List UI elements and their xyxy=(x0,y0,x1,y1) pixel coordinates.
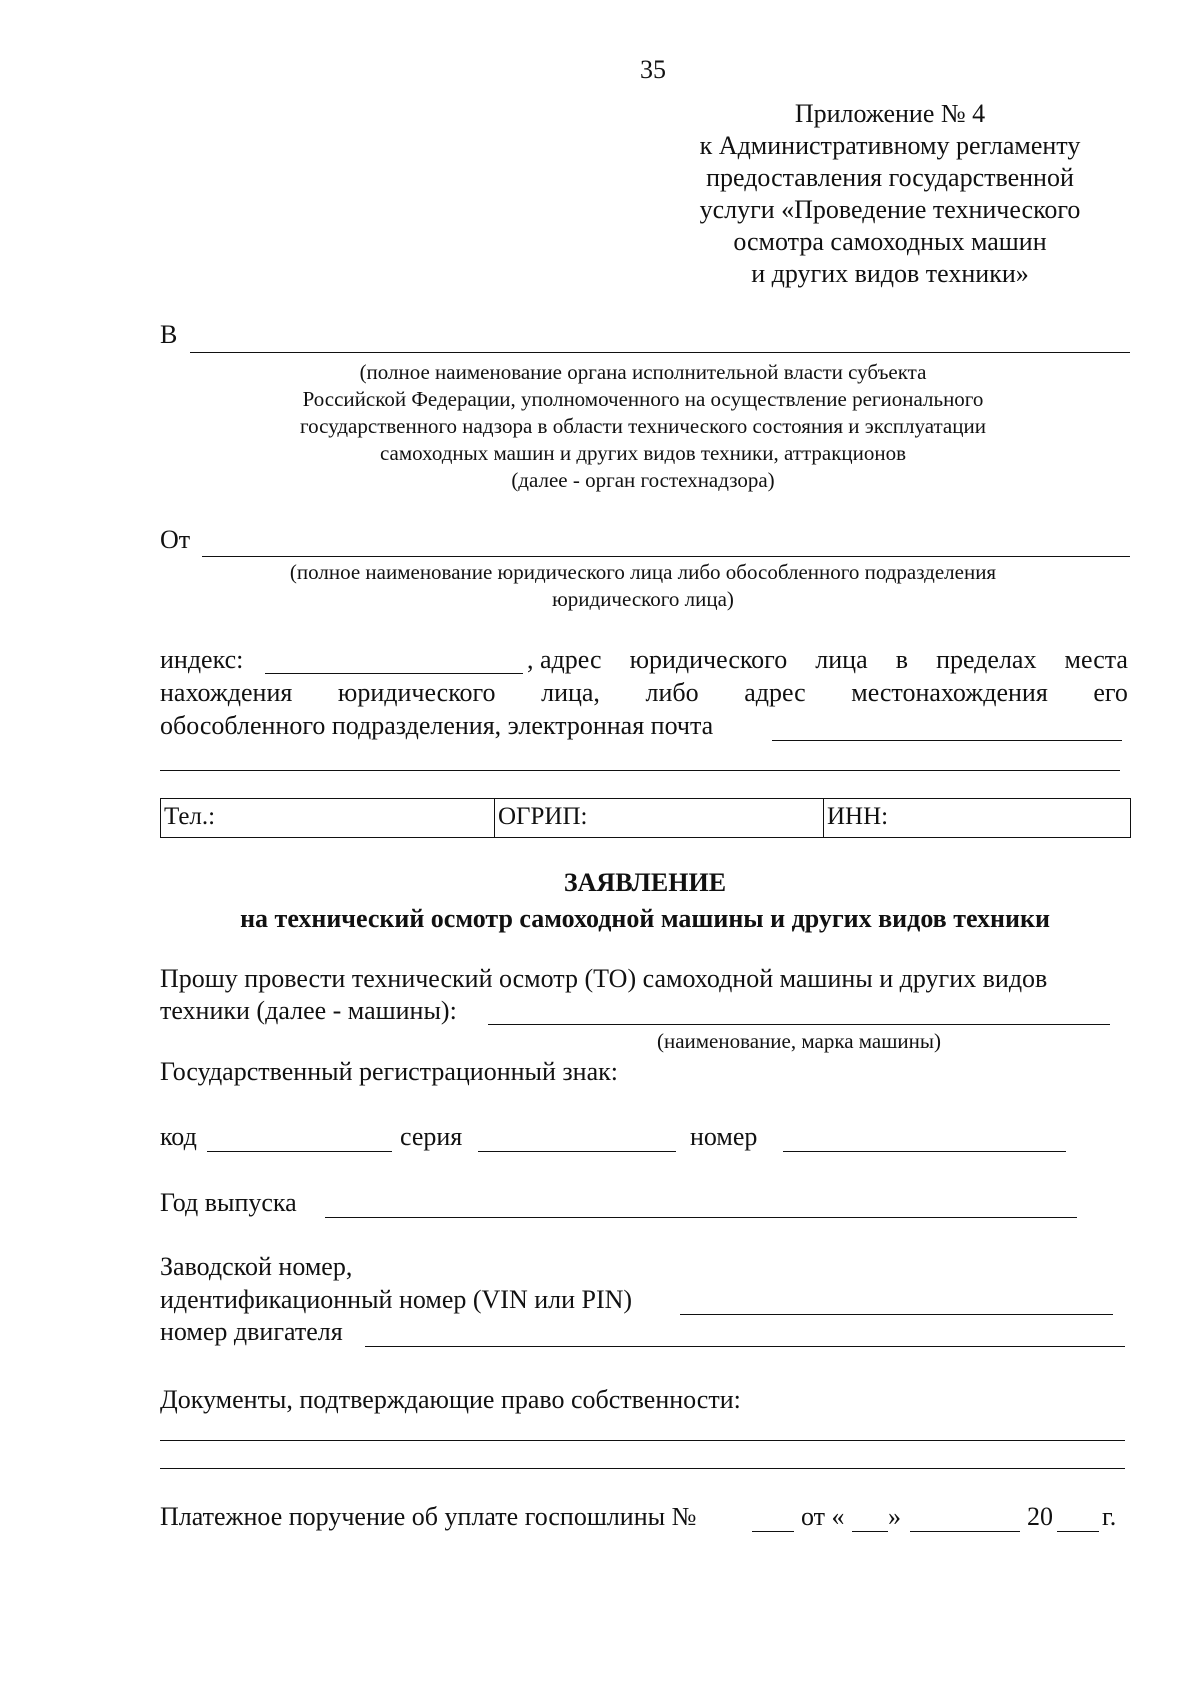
document-subtitle: на технический осмотр самоходной машины и других видов техники xyxy=(240,904,1050,933)
email-label: обособленного подразделения, электронная почта xyxy=(160,711,714,740)
address-word: его xyxy=(1093,678,1128,707)
caption-line: (полное наименование юридического лица либо обособленного подразделения xyxy=(289,560,997,584)
series-field[interactable] xyxy=(478,1151,676,1152)
address-word: , адрес xyxy=(527,645,602,674)
payment-from-label: от « xyxy=(801,1502,845,1531)
address-word: места xyxy=(1064,645,1128,674)
request-line-1: Прошу провести технический осмотр (ТО) самоходной машины и других видов xyxy=(160,964,1048,993)
payment-year-field[interactable] xyxy=(1057,1531,1099,1532)
address-word: либо xyxy=(645,678,699,707)
contacts-table xyxy=(160,798,1131,838)
caption-line: юридического лица) xyxy=(552,587,734,611)
from-label: От xyxy=(160,525,191,554)
address-word: адрес xyxy=(744,678,806,707)
caption-line: самоходных машин и других видов техники, аттракционов xyxy=(379,441,907,465)
to-label: В xyxy=(160,320,178,349)
index-label: индекс: xyxy=(160,645,244,674)
appendix-line: услуги «Проведение технического xyxy=(699,195,1081,224)
address-word: юридического xyxy=(629,645,788,674)
from-caption xyxy=(150,559,1136,613)
to-caption xyxy=(150,359,1136,494)
machine-name-caption: (наименование, марка машины) xyxy=(656,1029,942,1053)
payment-label: Платежное поручение об уплате госпошлины № xyxy=(160,1502,697,1531)
inn-cell[interactable] xyxy=(823,799,1130,837)
payment-month-field[interactable] xyxy=(910,1531,1020,1532)
payment-day-field[interactable] xyxy=(852,1531,888,1532)
request-line-2: техники (далее - машины): xyxy=(160,996,457,1025)
appendix-header xyxy=(660,98,1120,290)
appendix-line: и других видов техники» xyxy=(751,259,1029,288)
appendix-line: к Административному регламенту xyxy=(699,131,1081,160)
address-word: пределах xyxy=(936,645,1037,674)
index-field[interactable] xyxy=(265,673,523,674)
address-word: нахождения xyxy=(160,678,293,707)
year-field[interactable] xyxy=(325,1217,1077,1218)
ownership-field-2[interactable] xyxy=(160,1468,1125,1469)
vin-label: идентификационный номер (VIN или PIN) xyxy=(160,1285,633,1314)
caption-line: государственного надзора в области технического состояния и эксплуатации xyxy=(300,414,986,438)
phone-cell[interactable] xyxy=(161,799,494,837)
to-authority-field[interactable] xyxy=(190,352,1130,353)
inn-label: ИНН: xyxy=(827,803,889,830)
caption-line: (далее - орган гостехнадзора) xyxy=(511,468,775,492)
appendix-line: осмотра самоходных машин xyxy=(733,227,1047,256)
number-label: номер xyxy=(690,1122,758,1151)
email-field[interactable] xyxy=(772,740,1122,741)
document-title: ЗАЯВЛЕНИЕ xyxy=(563,868,727,897)
payment-quote-close: » xyxy=(888,1502,901,1531)
year-label: Год выпуска xyxy=(160,1188,297,1217)
caption-line: (полное наименование органа исполнительной власти субъекта xyxy=(359,360,927,384)
payment-year-suffix: г. xyxy=(1102,1502,1117,1531)
address-word: лица, xyxy=(541,678,600,707)
address-word: в xyxy=(895,645,908,674)
payment-number-field[interactable] xyxy=(752,1531,794,1532)
number-field[interactable] xyxy=(783,1151,1066,1152)
code-field[interactable] xyxy=(207,1151,392,1152)
appendix-line: Приложение № 4 xyxy=(794,99,986,128)
vin-field[interactable] xyxy=(680,1314,1113,1315)
engine-field[interactable] xyxy=(365,1346,1125,1347)
appendix-line: предоставления государственной xyxy=(706,163,1074,192)
address-word: юридического xyxy=(337,678,496,707)
code-label: код xyxy=(160,1122,197,1151)
series-label: серия xyxy=(400,1122,463,1151)
address-continuation-field[interactable] xyxy=(160,770,1120,771)
phone-label: Тел.: xyxy=(164,803,216,830)
factory-number-label: Заводской номер, xyxy=(160,1252,353,1281)
payment-year-prefix: 20 xyxy=(1027,1502,1053,1531)
page-number: 35 xyxy=(640,55,666,84)
address-line-2 xyxy=(160,678,1128,708)
ownership-label: Документы, подтверждающие право собственности: xyxy=(160,1385,741,1414)
address-line-1 xyxy=(527,645,1128,675)
from-entity-field[interactable] xyxy=(202,556,1130,557)
address-word: местонахождения xyxy=(851,678,1048,707)
caption-line: Российской Федерации, уполномоченного на осуществление регионального xyxy=(302,387,984,411)
engine-label: номер двигателя xyxy=(160,1317,343,1346)
ownership-field-1[interactable] xyxy=(160,1440,1125,1441)
machine-name-field[interactable] xyxy=(488,1024,1110,1025)
ogrip-cell[interactable] xyxy=(494,799,823,837)
address-word: лица xyxy=(815,645,868,674)
registration-label: Государственный регистрационный знак: xyxy=(160,1057,618,1086)
ogrip-label: ОГРИП: xyxy=(498,803,588,830)
